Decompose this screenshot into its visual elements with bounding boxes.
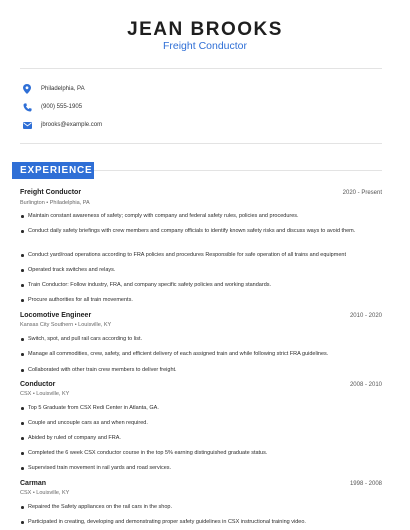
job-bullet: Completed the 6 week CSX conductor course in the top 5% earning distinguished graduate status. (28, 449, 368, 458)
job-employer: Kansas City Southern • Louisville, KY (20, 322, 112, 328)
contact-location (22, 83, 85, 95)
job-bullet: Conduct yard/road operations according to FRA policies and procedures Responsible for safe operation of all trains and equipment (28, 251, 368, 260)
job-bullet: Procure authorities for all train movements. (28, 296, 368, 305)
job-employer: Burlington • Philadelphia, PA (20, 200, 90, 206)
phone-icon (22, 102, 32, 112)
experience-divider (94, 170, 382, 171)
experience-heading: EXPERIENCE (12, 162, 94, 179)
job-title: Locomotive Engineer (20, 312, 92, 319)
job-bullet: Manage all commodities, crew, safety, and efficient delivery of each assigned train and while following strict FRA guidelines. (28, 350, 368, 359)
job-bullet: Participated in creating, developing and demonstrating proper safety guidelines in CSX instructional training video. (28, 518, 368, 527)
header-divider (20, 68, 382, 69)
location-pin-icon (22, 84, 32, 94)
job-dates: 1998 - 2008 (349, 481, 382, 487)
job-dates: 2010 - 2020 (349, 313, 382, 319)
contact-divider (20, 143, 382, 144)
job-employer: CSX • Louisville, KY (20, 391, 70, 397)
job-bullet: Maintain constant awareness of safety; comply with company and federal safety rules, policies and procedures. (28, 212, 368, 221)
job-bullet: Operated track switches and relays. (28, 266, 368, 275)
job-bullet: Train Conductor: Follow industry, FRA, and company specific safety policies and working standards. (28, 281, 368, 290)
job-bullet: Top 5 Graduate from CSX Redi Center in Atlanta, GA. (28, 404, 368, 413)
job-title: Conductor (20, 381, 56, 388)
job-dates: 2020 - Present (342, 190, 382, 196)
job-title: Carman (20, 480, 47, 487)
job-employer: CSX • Louisville, KY (20, 490, 70, 496)
job-bullet: Abided by ruled of company and FRA. (28, 434, 368, 443)
job-bullet: Switch, spot, and pull rail cars according to list. (28, 335, 368, 344)
job-bullet: Conduct daily safety briefings with crew members and company officials to identify known safety risks and discuss ways to avoid them. (28, 227, 368, 236)
email-icon (22, 120, 32, 130)
job-bullet: Repaired the Safety appliances on the rail cars in the shop. (28, 503, 368, 512)
job-bullet: Collaborated with other train crew members to deliver freight. (28, 366, 368, 375)
contact-phone (22, 101, 82, 113)
contact-email (22, 119, 102, 131)
resume-role: Freight Conductor (162, 40, 248, 52)
job-dates: 2008 - 2010 (349, 382, 382, 388)
location-text: Philadelphia, PA (41, 86, 85, 92)
phone-text: (900) 555-1905 (41, 104, 83, 110)
job-bullet: Supervised train movement in rail yards and road services. (28, 464, 368, 473)
resume-name: JEAN BROOKS (127, 19, 283, 40)
job-bullet: Couple and uncouple cars as and when required. (28, 419, 368, 428)
email-link[interactable]: jbrooks@example.com (41, 122, 103, 128)
job-title: Freight Conductor (20, 189, 82, 196)
